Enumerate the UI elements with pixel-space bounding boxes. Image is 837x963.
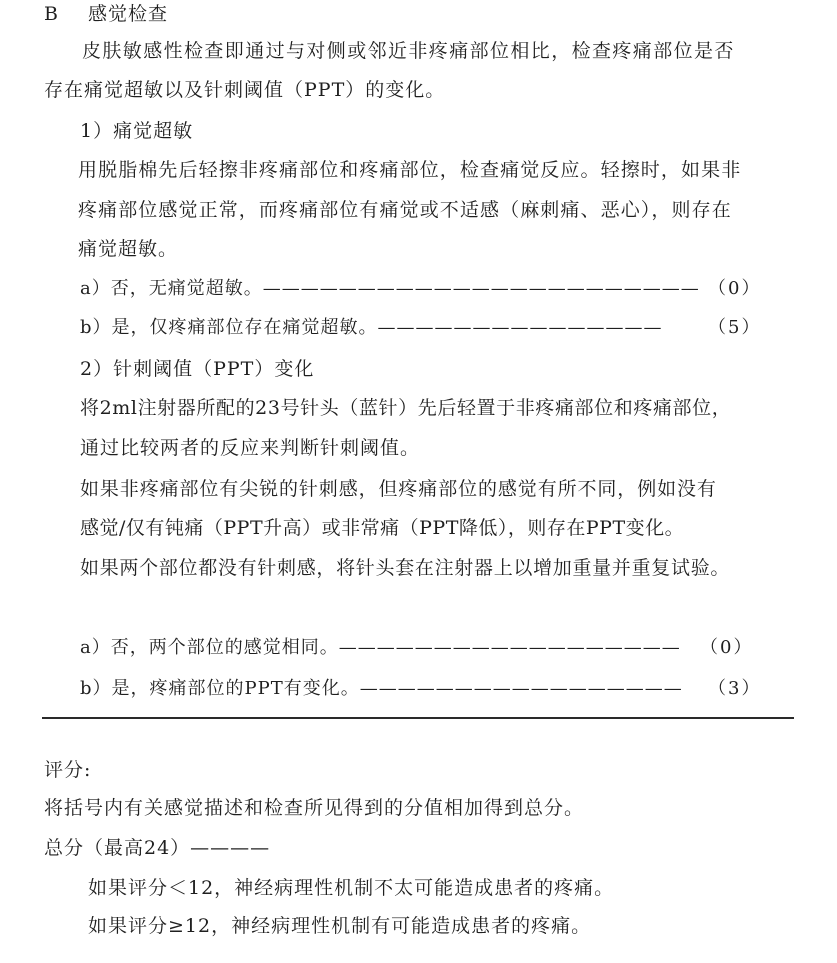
- item2-text-line-5: 如果两个部位都没有针刺感，将针头套在注射器上以增加重量并重复试验。: [80, 557, 731, 579]
- item1-option-b-score: （5）: [708, 317, 762, 338]
- item2-option-a-score: （0）: [700, 637, 754, 658]
- item1-text-line-1: 用脱脂棉先后轻擦非疼痛部位和疼痛部位，检查痛觉反应。轻擦时，如果非: [78, 159, 742, 181]
- scoring-rule-2: 如果评分≥12，神经病理性机制有可能造成患者的疼痛。: [88, 915, 592, 937]
- item2-option-b: b）是，疼痛部位的PPT有变化。—————————————————: [80, 678, 683, 699]
- scoring-instruction: 将括号内有关感觉描述和检查所见得到的分值相加得到总分。: [44, 797, 585, 819]
- item2-option-b-score: （3）: [708, 678, 762, 699]
- item1-heading: 1）痛觉超敏: [80, 120, 194, 142]
- item1-option-b: b）是，仅疼痛部位存在痛觉超敏。———————————————: [80, 317, 663, 338]
- item2-text-line-3: 如果非疼痛部位有尖锐的针刺感，但疼痛部位的感觉有所不同，例如没有: [80, 478, 717, 500]
- item2-text-line-1: 将2ml注射器所配的23号针头（蓝针）先后轻置于非疼痛部位和疼痛部位，: [80, 397, 732, 419]
- item1-text-line-3: 痛觉超敏。: [78, 238, 179, 260]
- item1-option-a-score: （0）: [708, 278, 762, 299]
- section-heading: [44, 2, 168, 26]
- item2-heading: 2）针刺阈值（PPT）变化: [80, 358, 315, 380]
- section-title: 感觉检查: [88, 3, 169, 25]
- scoring-title: 评分:: [44, 759, 92, 781]
- intro-line-1: 皮肤敏感性检查即通过与对侧或邻近非疼痛部位相比，检查疼痛部位是否: [82, 40, 735, 62]
- item2-text-line-2: 通过比较两者的反应来判断针刺阈值。: [80, 437, 421, 459]
- item2-text-line-4: 感觉/仅有钝痛（PPT升高）或非常痛（PPT降低），则存在PPT变化。: [80, 517, 685, 539]
- scoring-rule-1: 如果评分＜12，神经病理性机制不太可能造成患者的疼痛。: [88, 877, 615, 899]
- item2-option-a: a）否，两个部位的感觉相同。——————————————————: [80, 637, 681, 658]
- item1-text-line-2: 疼痛部位感觉正常，而疼痛部位有痛觉或不适感（麻刺痛、恶心），则存在: [78, 199, 732, 221]
- scoring-total: 总分（最高24）————: [44, 837, 271, 859]
- section-label: B: [44, 3, 59, 25]
- item1-option-a: a）否，无痛觉超敏。———————————————————————: [80, 278, 700, 299]
- section-divider: [42, 717, 794, 719]
- intro-line-2: 存在痛觉超敏以及针刺阈值（PPT）的变化。: [44, 79, 446, 101]
